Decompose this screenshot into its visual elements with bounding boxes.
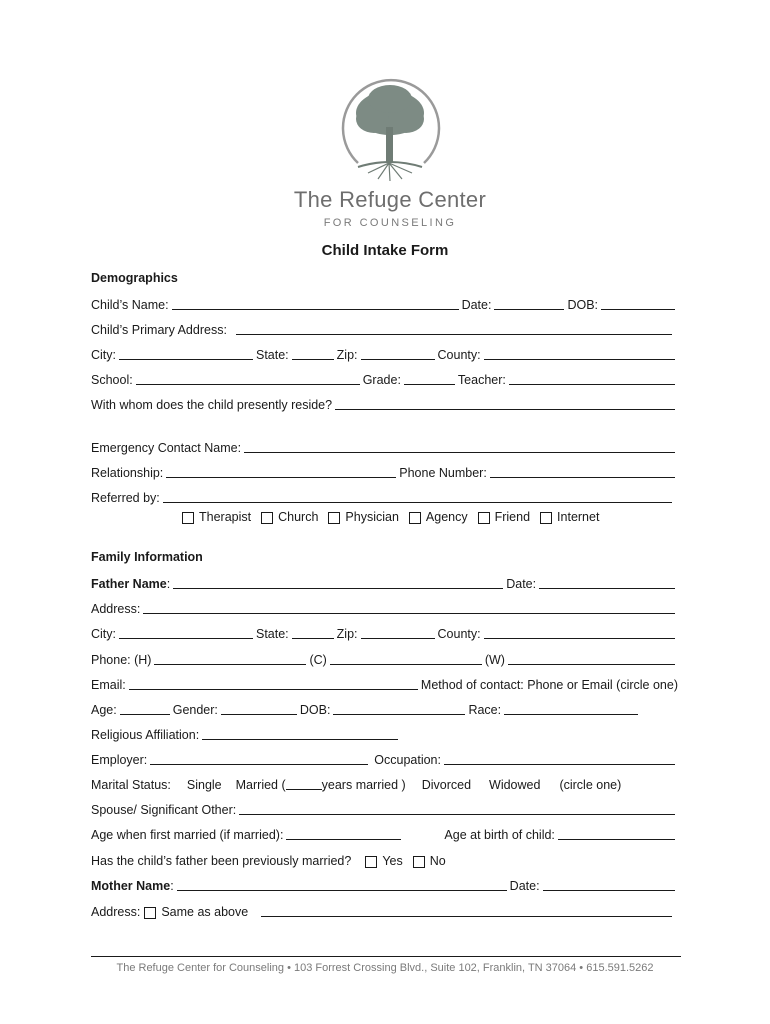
- occupation-label: Occupation:: [374, 753, 441, 767]
- religious-label: Religious Affiliation:: [91, 728, 200, 742]
- physician-label: Physician: [345, 510, 399, 524]
- friend-label: Friend: [494, 510, 531, 524]
- father-city-row: [91, 623, 678, 641]
- mother-name-colon: :: [170, 879, 174, 893]
- father-date-label: Date:: [506, 577, 537, 591]
- single-option[interactable]: Single: [186, 778, 222, 792]
- years-married-label: years married ): [321, 778, 406, 792]
- phone-work-field[interactable]: [508, 650, 675, 665]
- father-address-field[interactable]: [143, 599, 675, 614]
- contact-method-label: Method of contact: Phone or Email (circle one): [420, 678, 678, 692]
- church-label: Church: [278, 510, 319, 524]
- father-phone-row: [91, 649, 678, 667]
- father-county-label: County:: [437, 627, 481, 641]
- phone-home-label: Phone: (H): [91, 653, 152, 667]
- mother-address-label: Address:: [91, 905, 141, 919]
- agency-label: Agency: [425, 510, 468, 524]
- employer-row: [91, 749, 678, 767]
- father-zip-field[interactable]: [361, 624, 435, 639]
- primary-address-row: [91, 319, 678, 337]
- age-birth-field[interactable]: [558, 825, 675, 840]
- occupation-field[interactable]: [444, 750, 675, 765]
- years-married-field[interactable]: [286, 775, 322, 790]
- reside-field[interactable]: [335, 395, 675, 410]
- city-field[interactable]: [119, 345, 253, 360]
- reside-label: With whom does the child presently reside?: [91, 398, 333, 412]
- state-label: State:: [256, 348, 289, 362]
- father-address-label: Address:: [91, 602, 141, 616]
- mother-name-field[interactable]: [177, 876, 507, 891]
- school-field[interactable]: [136, 370, 360, 385]
- county-label: County:: [437, 348, 481, 362]
- referred-by-field[interactable]: [163, 488, 672, 503]
- phone-number-label: Phone Number:: [399, 466, 487, 480]
- mother-address-field[interactable]: [261, 902, 672, 917]
- zip-field[interactable]: [361, 345, 435, 360]
- date-field[interactable]: [494, 295, 564, 310]
- brand-name: The Refuge Center: [293, 187, 487, 212]
- primary-address-label: Child’s Primary Address:: [91, 323, 227, 337]
- age-field[interactable]: [120, 700, 170, 715]
- mother-address-row: [91, 901, 678, 919]
- widowed-option[interactable]: Widowed: [489, 778, 541, 792]
- city-row: [91, 344, 678, 362]
- grade-field[interactable]: [404, 370, 455, 385]
- father-dob-field[interactable]: [333, 700, 465, 715]
- father-address-row: [91, 598, 678, 616]
- father-dob-label: DOB:: [299, 703, 331, 717]
- race-label: Race:: [468, 703, 502, 717]
- age-label: Age:: [91, 703, 117, 717]
- marital-status-label: Marital Status:: [91, 778, 171, 792]
- gender-field[interactable]: [221, 700, 297, 715]
- phone-home-field[interactable]: [154, 650, 306, 665]
- form-title: Child Intake Form: [321, 242, 449, 259]
- race-field[interactable]: [504, 700, 638, 715]
- emergency-contact-row: [91, 437, 678, 455]
- father-date-field[interactable]: [539, 574, 675, 589]
- emergency-contact-label: Emergency Contact Name:: [91, 441, 242, 455]
- father-name-colon: :: [166, 577, 171, 591]
- agency-checkbox[interactable]: [409, 512, 421, 524]
- emergency-contact-field[interactable]: [244, 438, 675, 453]
- friend-checkbox[interactable]: [478, 512, 490, 524]
- internet-checkbox[interactable]: [540, 512, 552, 524]
- father-city-label: City:: [91, 627, 116, 641]
- employer-label: Employer:: [91, 753, 148, 767]
- demographics-heading: Demographics: [91, 271, 178, 285]
- mother-name-label: Mother Name: [91, 879, 171, 893]
- phone-number-field[interactable]: [490, 463, 675, 478]
- same-as-above-label: Same as above: [161, 905, 249, 919]
- phone-work-label: (W): [484, 653, 505, 667]
- father-zip-label: Zip:: [336, 627, 358, 641]
- referred-by-label: Referred by:: [91, 491, 160, 505]
- father-name-label: Father Name: [91, 577, 167, 591]
- brand-subtitle: FOR COUNSELING: [323, 217, 457, 229]
- mother-date-field[interactable]: [543, 876, 675, 891]
- divorced-option[interactable]: Divorced: [421, 778, 472, 792]
- phone-cell-label: (C): [309, 653, 327, 667]
- father-state-label: State:: [256, 627, 289, 641]
- circle-one-note: (circle one): [559, 778, 622, 792]
- no-checkbox[interactable]: [413, 856, 425, 868]
- spouse-label: Spouse/ Significant Other:: [91, 803, 237, 817]
- relationship-label: Relationship:: [91, 466, 164, 480]
- zip-label: Zip:: [336, 348, 358, 362]
- spouse-field[interactable]: [239, 800, 675, 815]
- age-married-row: [91, 824, 678, 842]
- phone-cell-field[interactable]: [330, 650, 482, 665]
- mother-date-label: Date:: [509, 879, 540, 893]
- dob-label: DOB:: [567, 298, 599, 312]
- email-label: Email:: [91, 678, 126, 692]
- age-birth-label: Age at birth of child:: [444, 828, 555, 842]
- father-email-row: [91, 674, 678, 692]
- logo: [290, 75, 490, 235]
- father-state-field[interactable]: [292, 624, 334, 639]
- primary-address-field[interactable]: [236, 320, 672, 335]
- internet-label: Internet: [557, 510, 600, 524]
- therapist-label: Therapist: [199, 510, 252, 524]
- church-checkbox[interactable]: [261, 512, 273, 524]
- religious-field[interactable]: [202, 725, 398, 740]
- footer-text: The Refuge Center for Counseling • 103 Forrest Crossing Blvd., Suite 102, Franklin, TN 37064 • 615.591.5262: [116, 962, 654, 974]
- gender-label: Gender:: [172, 703, 218, 717]
- relationship-field[interactable]: [166, 463, 396, 478]
- reside-row: [91, 394, 678, 412]
- age-married-label: Age when first married (if married):: [91, 828, 284, 842]
- father-county-field[interactable]: [484, 624, 675, 639]
- childs-name-row: [91, 294, 678, 312]
- email-field[interactable]: [129, 675, 418, 690]
- yes-label: Yes: [382, 854, 403, 868]
- age-married-field[interactable]: [286, 825, 401, 840]
- school-row: [91, 369, 678, 387]
- school-label: School:: [91, 373, 133, 387]
- same-as-above-checkbox[interactable]: [144, 907, 156, 919]
- state-field[interactable]: [292, 345, 334, 360]
- grade-label: Grade:: [362, 373, 401, 387]
- referral-options: [182, 506, 662, 524]
- referred-by-row: [91, 487, 678, 505]
- father-name-field[interactable]: [173, 574, 503, 589]
- no-label: No: [429, 854, 446, 868]
- relationship-row: [91, 462, 678, 480]
- prev-married-label: Has the child’s father been previously married?: [91, 854, 352, 868]
- childs-name-label: Child’s Name:: [91, 298, 169, 312]
- prev-married-row: [91, 850, 678, 868]
- father-name-row: [91, 573, 678, 591]
- yes-checkbox[interactable]: [365, 856, 377, 868]
- tree-logo-icon: [338, 75, 442, 183]
- father-age-row: [91, 699, 641, 717]
- childs-name-field[interactable]: [172, 295, 459, 310]
- county-field[interactable]: [484, 345, 675, 360]
- employer-field[interactable]: [150, 750, 368, 765]
- married-option[interactable]: Married (: [235, 778, 286, 792]
- father-city-field[interactable]: [119, 624, 253, 639]
- family-heading: Family Information: [91, 550, 203, 564]
- teacher-field[interactable]: [509, 370, 675, 385]
- therapist-checkbox[interactable]: [182, 512, 194, 524]
- city-label: City:: [91, 348, 116, 362]
- date-label: Date:: [461, 298, 492, 312]
- religious-row: [91, 724, 401, 742]
- spouse-row: [91, 799, 678, 817]
- physician-checkbox[interactable]: [328, 512, 340, 524]
- marital-status-row: [91, 774, 678, 792]
- mother-name-row: [91, 875, 678, 893]
- teacher-label: Teacher:: [457, 373, 506, 387]
- footer-divider: [91, 956, 681, 957]
- dob-field[interactable]: [601, 295, 675, 310]
